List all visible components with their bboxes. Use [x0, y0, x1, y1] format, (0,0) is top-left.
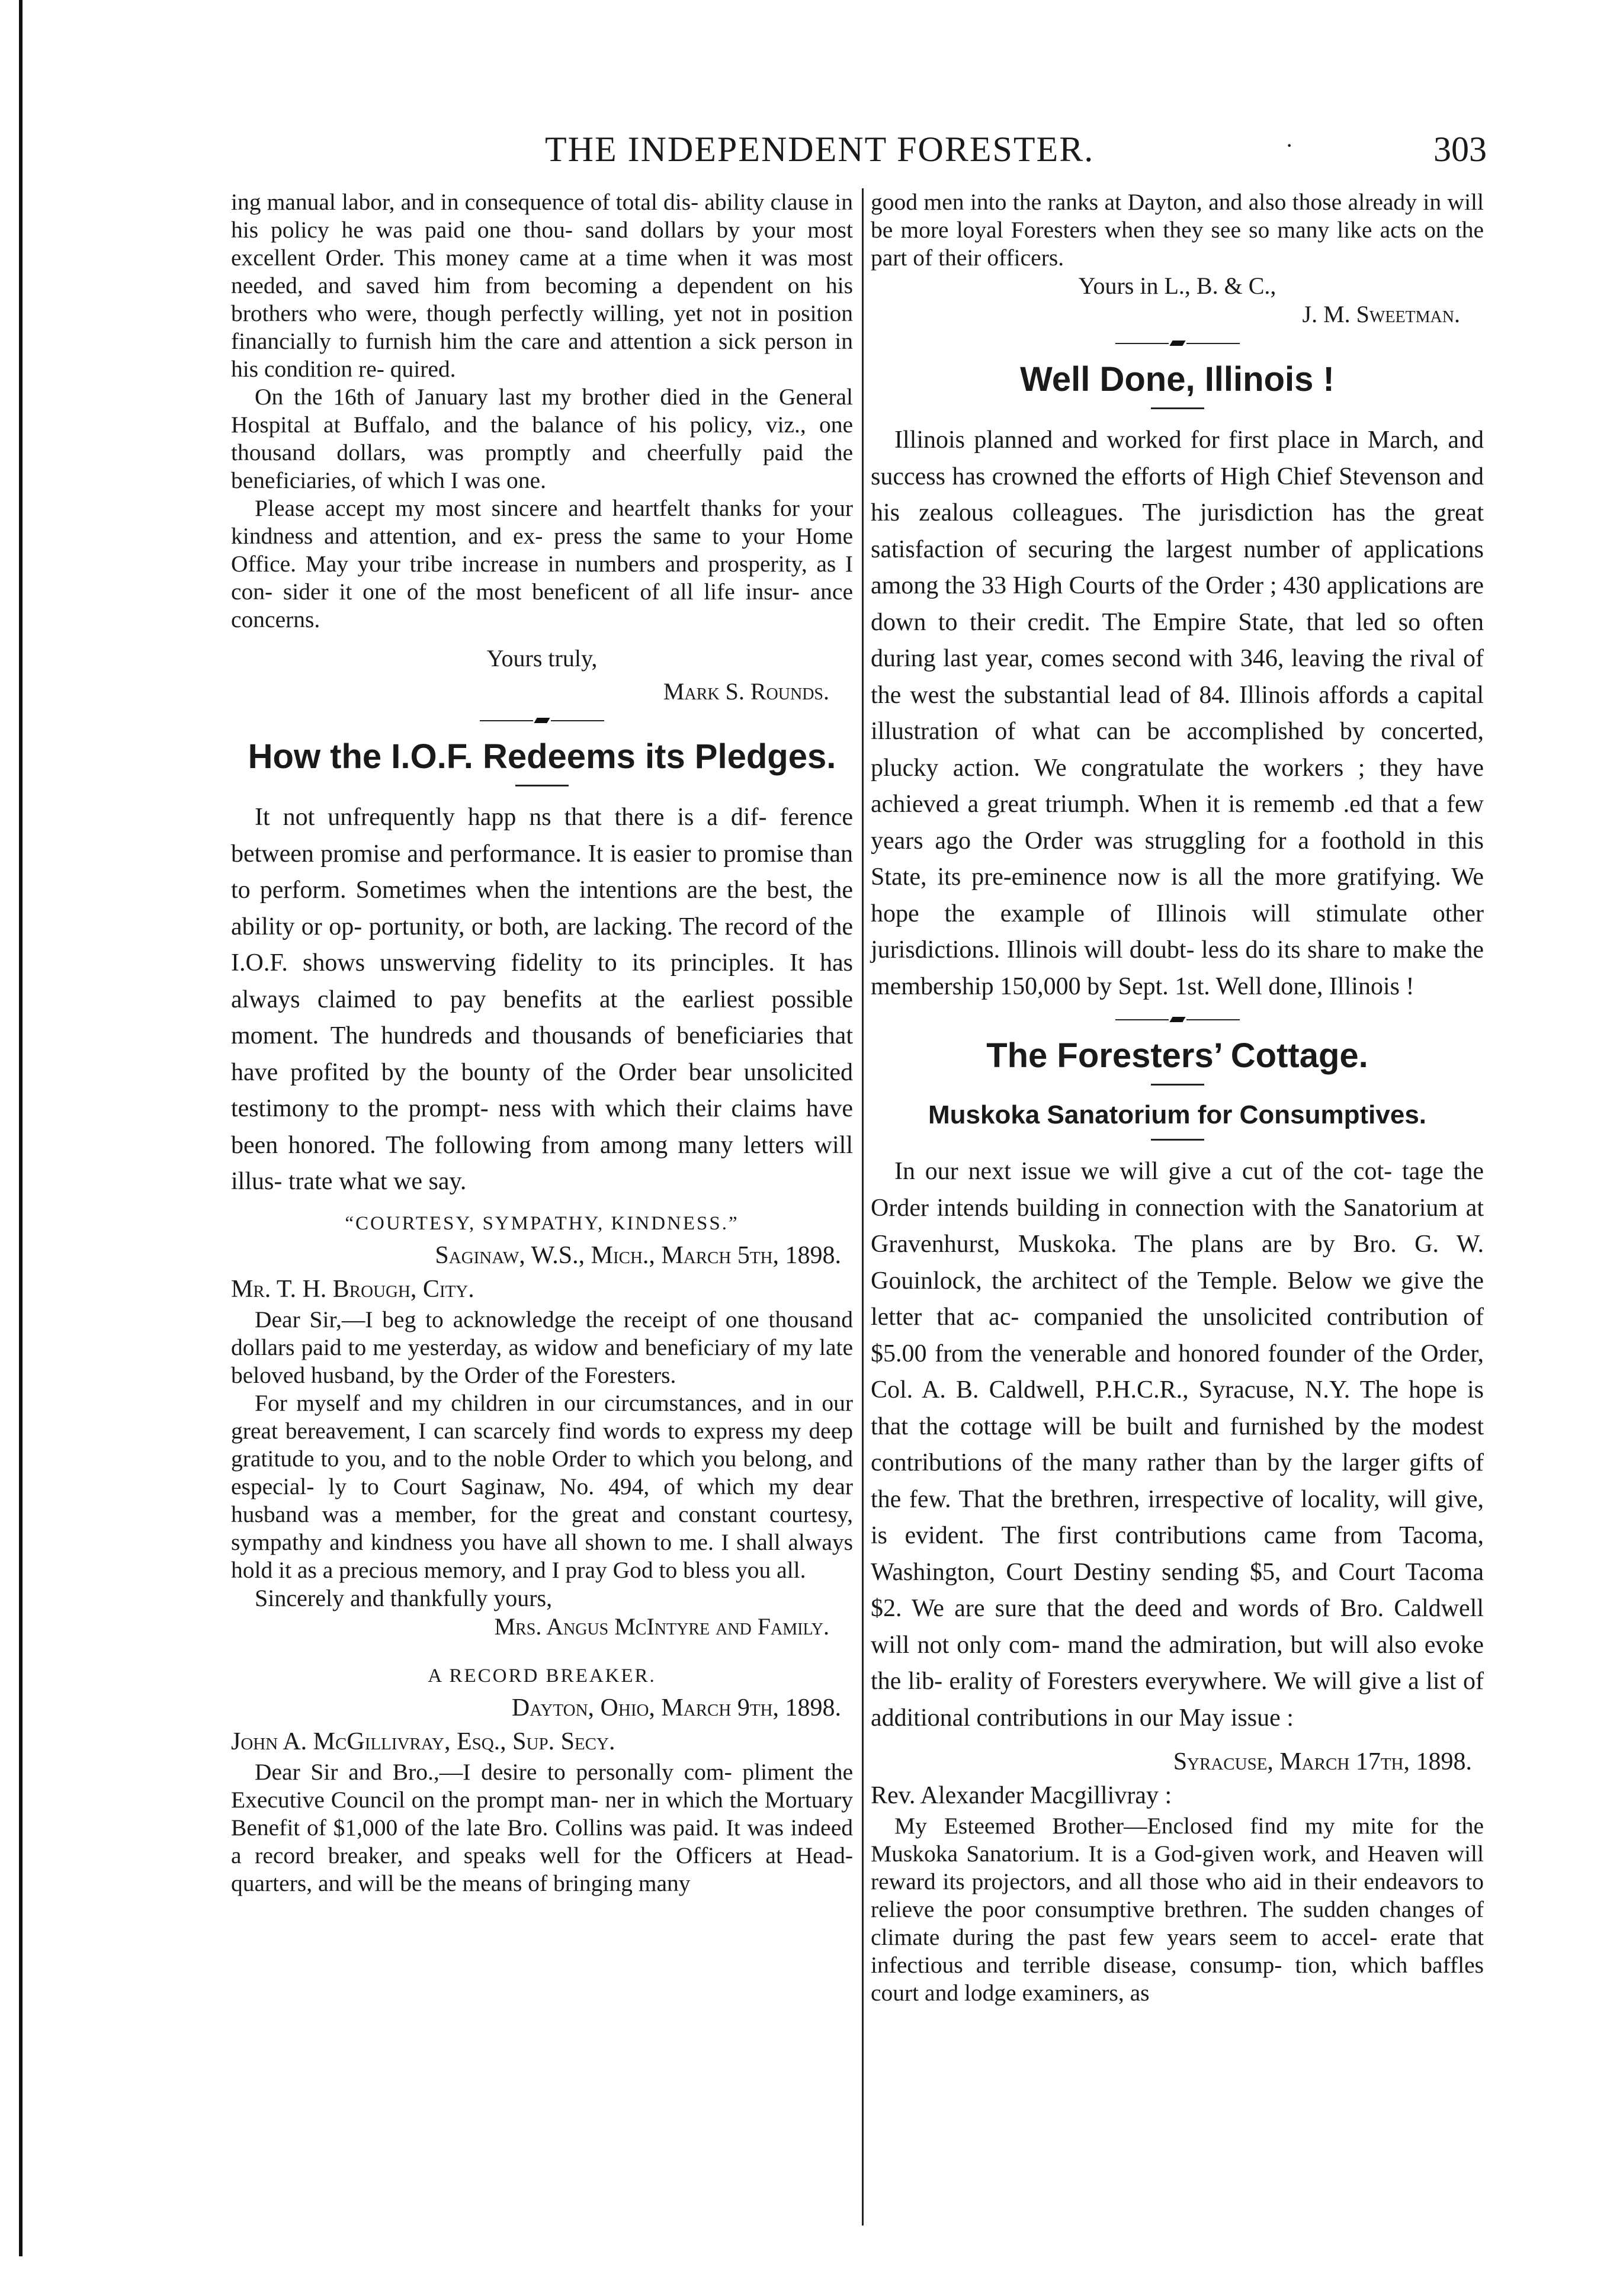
title-rule [515, 785, 569, 786]
title-rule [1151, 1084, 1204, 1086]
letter-dateline: Dayton, Ohio, March 9th, 1898. [511, 1694, 841, 1722]
right-column [871, 188, 1484, 2007]
article-title: The Foresters’ Cottage. [986, 1036, 1368, 1075]
letter-dateline: Saginaw, W.S., Mich., March 5th, 1898. [435, 1241, 841, 1269]
column-divider [862, 188, 864, 2226]
letter-dateline: Syracuse, March 17th, 1898. [1173, 1748, 1472, 1775]
letter-continued-paragraph: ing manual labor, and in consequence of total dis- ability clause in his policy he was paid one thou- sand dollars by your most excellent Order. This money came at a time when it was most needed, and saved him from becoming a dependent on his brothers who were, though perfectly willing, yet not in position financially to furnish him the care and attention a sick person in his condition re- quired. [231, 189, 853, 382]
letter-closing: Yours in L., B. & C., [1078, 272, 1276, 299]
section-ornament [871, 341, 1484, 346]
article-body: Illinois planned and worked for first place in March, and success has crowned the efforts of High Chief Stevenson and his zealous colleagues. The jurisdiction has the great satisfaction of securing the largest number of applications among the 33 High Courts of the Order ; 430 applications are down to their credit. The Empire State, that led so often during last year, comes second with 346, leaving the rival of the west the substantial lead of 84. Illinois affords a capital illustration of what can be accomplished by concerted, plucky action. We congratulate the workers ; they have achieved a great triumph. When it is rememb .ed that a few years ago the Order was struggling for a foothold in this State, its pre-eminence now is all the more gratifying. We hope the example of Illinois will stimulate other jurisdictions. Illinois will doubt- less do its share to make the membership 150,000 by Sept. 1st. Well done, Illinois ! [871, 426, 1484, 1000]
article-title: Well Done, Illinois ! [1020, 360, 1335, 399]
article-body: It not unfrequently happ ns that there is a dif- ference between promise and performance. It is easier to promise than to perform. Sometimes when the intentions are the best, the ability or op- portunity, or both, are lacking. The record of the I.O.F. shows unswerving fidelity to its principles. It has always claimed to pay benefits at the earliest possible moment. The hundreds and thousands of beneficiaries that have profited by the bounty of the Order bear unsolicited testimony to the prompt- ness with which their claims have been honored. The following from among many letters will illus- trate what we say. [231, 804, 853, 1195]
letter-addressee: Rev. Alexander Macgillivray : [871, 1782, 1172, 1809]
letter-paragraph: Dear Sir and Bro.,—I desire to personally com- pliment the Executive Council on the prompt man- ner in which the Mortuary Benefit of $1,000 of the late Bro. Collins was paid. It was indeed a record breaker, and speaks well for the Officers at Head- quarters, and will be the means of bringing many [231, 1758, 853, 1896]
letter-heading: A RECORD BREAKER. [428, 1665, 656, 1687]
subtitle-rule [1151, 1139, 1204, 1141]
journal-title: THE INDEPENDENT FORESTER. [545, 130, 1095, 169]
letter-continued-paragraph: good men into the ranks at Dayton, and also those already in will be more loyal Foresters when they see so many like acts on the part of their officers. [871, 189, 1484, 271]
letter-heading: “COURTESY, SYMPATHY, KINDNESS.” [345, 1212, 739, 1234]
left-column [231, 188, 853, 1897]
running-header [213, 129, 1487, 176]
letter-continued-paragraph: Please accept my most sincere and heartfelt thanks for your kindness and attention, and ex- press the same to your Home Office. May your tribe increase in numbers and prosperity, as I con- sider it one of the most beneficent of all life insur- ance concerns. [231, 495, 853, 632]
letter-addressee: Mr. T. H. Brough, City. [231, 1275, 474, 1303]
letter-closing: Sincerely and thankfully yours, [255, 1584, 553, 1611]
header-dot: · [1285, 132, 1294, 159]
letter-paragraph: For myself and my children in our circumstances, and in our great bereavement, I can scarcely find words to express my deep gratitude to you, and to the noble Order to which you belong, and especial- ly to Court Saginaw, No. 494, of which my dear husband was a member, for the great and constant courtesy, sympathy and kindness you have all shown to me. I shall always hold it as a precious memory, and I pray God to bless you all. [231, 1389, 853, 1583]
article-body: In our next issue we will give a cut of the cot- tage the Order intends building in connection with the Sanatorium at Gravenhurst, Muskoka. The plans are by Bro. G. W. Gouinlock, the architect of the Temple. Below we give the letter that ac- companied the unsolicited contribution of $5.00 from the venerable and honored founder of the Order, Col. A. B. Caldwell, P.H.C.R., Syracuse, N.Y. The hope is that the cottage will be built and furnished by the modest contributions of the many rather than by the larger gifts of the few. That the brethren, irrespective of locality, will give, is evident. The first contributions came from Tacoma, Washington, Court Destiny sending $5, and Court Tacoma $2. We are sure that the deed and words of Bro. Caldwell will not only com- mand the admiration, but will also evoke the lib- erality of Foresters everywhere. We will give a list of additional contributions in our May issue : [871, 1158, 1484, 1732]
letter-paragraph: Dear Sir,—I beg to acknowledge the receipt of one thousand dollars paid to me yesterday, as widow and beneficiary of my late beloved husband, by the Order of the Foresters. [231, 1306, 853, 1388]
section-ornament [231, 718, 853, 723]
letter-signature: Mrs. Angus McIntyre and Family. [494, 1613, 829, 1640]
letter-closing: Yours truly, [486, 645, 598, 672]
letter-signature: Mark S. Rounds. [663, 678, 829, 705]
letter-paragraph: My Esteemed Brother—Enclosed find my mite for the Muskoka Sanatorium. It is a God-given work, and Heaven will reward its projectors, and all those who aid in their endeavors to relieve the poor consumptive brethren. The sudden changes of climate during the past few years seem to accel- erate that infectious and terrible disease, consump- tion, which baffles court and lodge examiners, as [871, 1813, 1484, 2006]
section-ornament [871, 1017, 1484, 1022]
letter-signature: J. M. Sweetman. [1302, 301, 1460, 327]
letter-addressee: John A. McGillivray, Esq., Sup. Secy. [231, 1727, 615, 1755]
article-subtitle: Muskoka Sanatorium for Consumptives. [928, 1100, 1427, 1129]
title-rule [1151, 407, 1204, 409]
article-title: How the I.O.F. Redeems its Pledges. [248, 737, 836, 776]
letter-continued-paragraph: On the 16th of January last my brother died in the General Hospital at Buffalo, and the balance of his policy, viz., one thousand dollars, was promptly and cheerfully paid the beneficiaries, of which I was one. [231, 384, 853, 493]
page-number: 303 [1433, 130, 1487, 169]
left-margin-rule [19, 0, 23, 2256]
